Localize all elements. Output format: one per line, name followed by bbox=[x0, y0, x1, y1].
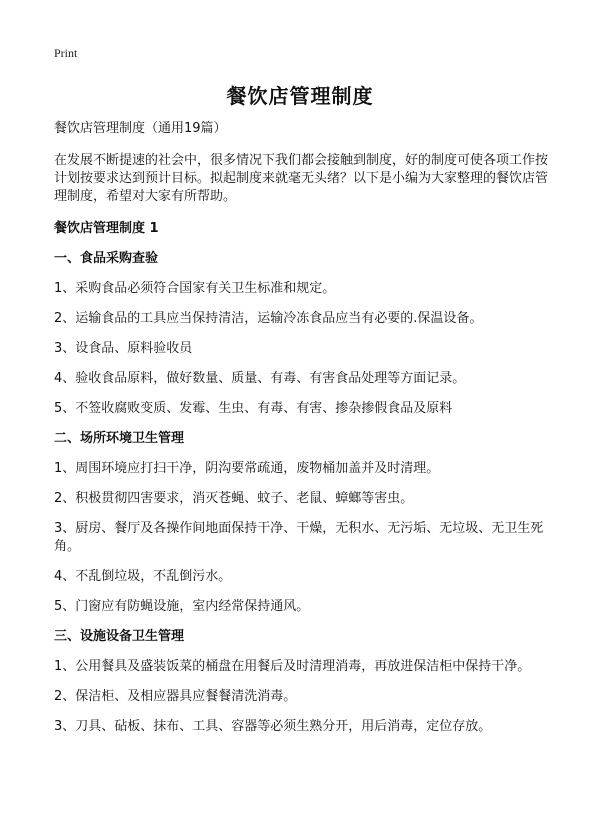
list-item: 1、采购食品必须符合国家有关卫生标准和规定。 bbox=[54, 281, 336, 296]
list-item: 1、周围环境应打扫干净，阴沟要常疏通，废物桶加盖并及时清理。 bbox=[54, 461, 440, 476]
list-item: 5、门窗应有防蝇设施，室内经常保持通风。 bbox=[54, 599, 310, 614]
page-title: 餐饮店管理制度 bbox=[226, 84, 374, 108]
list-item: 3、设食品、原料验收员 bbox=[54, 341, 193, 356]
subsection-heading-equipment-hygiene: 三、设施设备卫生管理 bbox=[54, 629, 185, 644]
print-label: Print bbox=[54, 46, 78, 60]
list-item: 2、保洁柜、及相应器具应餐餐清洗消毒。 bbox=[54, 689, 297, 704]
intro-paragraph: 在发展不断提速的社会中，很多情况下我们都会接触到制度，好的制度可使各项工作按计划按要求达到预计目标。拟起制度来就毫无头绪？以下是小编为大家整理的餐饮店管理制度，希望对大家有所帮助。 bbox=[54, 153, 549, 204]
list-item: 3、刀具、砧板、抹布、工具、容器等必须生熟分开，用后消毒，定位存放。 bbox=[54, 719, 492, 734]
list-item: 3、厨房、餐厅及各操作间地面保持干净、干燥，无积水、无污垢、无垃圾、无卫生死角。 bbox=[54, 521, 544, 554]
subsection-heading-environment-hygiene: 二、场所环境卫生管理 bbox=[54, 431, 185, 446]
list-item: 2、运输食品的工具应当保持清洁，运输冷冻食品应当有必要的.保温设备。 bbox=[54, 311, 483, 326]
subsection-heading-food-procurement: 一、食品采购查验 bbox=[54, 251, 159, 266]
list-item: 1、公用餐具及盛装饭菜的桶盘在用餐后及时清理消毒，再放进保洁柜中保持干净。 bbox=[54, 659, 531, 674]
list-item: 5、不签收腐败变质、发霉、生虫、有毒、有害、掺杂掺假食品及原料 bbox=[54, 401, 453, 416]
list-item: 4、验收食品原料，做好数量、质量、有毒、有害食品处理等方面记录。 bbox=[54, 371, 466, 386]
document-subtitle: 餐饮店管理制度（通用19篇） bbox=[54, 121, 227, 136]
section-heading: 餐饮店管理制度 1 bbox=[54, 221, 159, 236]
list-item: 4、不乱倒垃圾，不乱倒污水。 bbox=[54, 569, 232, 584]
document-body bbox=[54, 120, 554, 748]
list-item: 2、积极贯彻四害要求，消灭苍蝇、蚊子、老鼠、蟑螂等害虫。 bbox=[54, 491, 414, 506]
